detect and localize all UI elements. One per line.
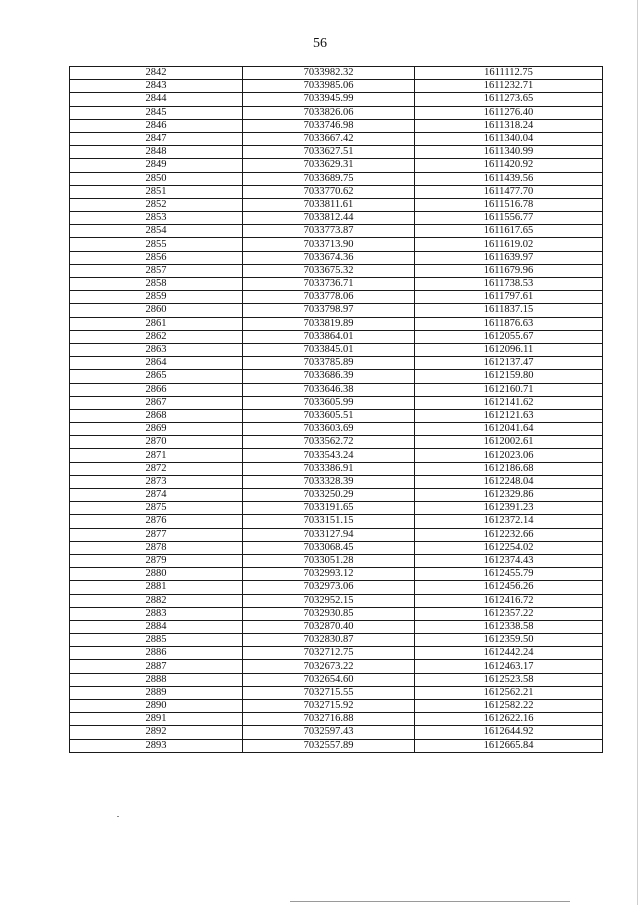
coordinates-table-body bbox=[70, 67, 603, 753]
point-number-cell: 2869 bbox=[70, 423, 243, 436]
x-coordinate-cell: 7033785.89 bbox=[243, 357, 415, 370]
y-coordinate-cell: 1612055.67 bbox=[415, 330, 603, 343]
y-coordinate-cell: 1611679.96 bbox=[415, 264, 603, 277]
point-number-cell: 2872 bbox=[70, 462, 243, 475]
y-coordinate-cell: 1612002.61 bbox=[415, 436, 603, 449]
y-coordinate-cell: 1612455.79 bbox=[415, 568, 603, 581]
table-row bbox=[70, 502, 603, 515]
y-coordinate-cell: 1612456.26 bbox=[415, 581, 603, 594]
bottom-rule bbox=[290, 901, 570, 902]
x-coordinate-cell: 7032716.88 bbox=[243, 713, 415, 726]
x-coordinate-cell: 7032870.40 bbox=[243, 620, 415, 633]
y-coordinate-cell: 1611112.75 bbox=[415, 67, 603, 80]
point-number-cell: 2850 bbox=[70, 172, 243, 185]
y-coordinate-cell: 1612416.72 bbox=[415, 594, 603, 607]
point-number-cell: 2868 bbox=[70, 409, 243, 422]
table-row bbox=[70, 449, 603, 462]
x-coordinate-cell: 7033746.98 bbox=[243, 119, 415, 132]
point-number-cell: 2847 bbox=[70, 132, 243, 145]
table-row bbox=[70, 251, 603, 264]
y-coordinate-cell: 1612096.11 bbox=[415, 343, 603, 356]
point-number-cell: 2848 bbox=[70, 146, 243, 159]
point-number-cell: 2867 bbox=[70, 396, 243, 409]
point-number-cell: 2877 bbox=[70, 528, 243, 541]
table-row bbox=[70, 212, 603, 225]
table-row bbox=[70, 581, 603, 594]
y-coordinate-cell: 1612159.80 bbox=[415, 370, 603, 383]
y-coordinate-cell: 1611340.04 bbox=[415, 132, 603, 145]
point-number-cell: 2887 bbox=[70, 660, 243, 673]
x-coordinate-cell: 7033689.75 bbox=[243, 172, 415, 185]
table-row bbox=[70, 357, 603, 370]
x-coordinate-cell: 7033646.38 bbox=[243, 383, 415, 396]
y-coordinate-cell: 1612232.66 bbox=[415, 528, 603, 541]
y-coordinate-cell: 1611837.15 bbox=[415, 304, 603, 317]
point-number-cell: 2871 bbox=[70, 449, 243, 462]
x-coordinate-cell: 7033127.94 bbox=[243, 528, 415, 541]
table-row bbox=[70, 409, 603, 422]
y-coordinate-cell: 1612357.22 bbox=[415, 607, 603, 620]
y-coordinate-cell: 1611340.99 bbox=[415, 146, 603, 159]
table-row bbox=[70, 238, 603, 251]
point-number-cell: 2861 bbox=[70, 317, 243, 330]
y-coordinate-cell: 1611477.70 bbox=[415, 185, 603, 198]
x-coordinate-cell: 7033603.69 bbox=[243, 423, 415, 436]
x-coordinate-cell: 7032973.06 bbox=[243, 581, 415, 594]
y-coordinate-cell: 1612254.02 bbox=[415, 541, 603, 554]
table-row bbox=[70, 146, 603, 159]
point-number-cell: 2852 bbox=[70, 198, 243, 211]
table-row bbox=[70, 370, 603, 383]
y-coordinate-cell: 1611639.97 bbox=[415, 251, 603, 264]
table-row bbox=[70, 225, 603, 238]
x-coordinate-cell: 7033778.06 bbox=[243, 291, 415, 304]
y-coordinate-cell: 1611516.78 bbox=[415, 198, 603, 211]
point-number-cell: 2875 bbox=[70, 502, 243, 515]
x-coordinate-cell: 7032557.89 bbox=[243, 739, 415, 752]
table-row bbox=[70, 264, 603, 277]
table-row bbox=[70, 462, 603, 475]
y-coordinate-cell: 1612041.64 bbox=[415, 423, 603, 436]
point-number-cell: 2854 bbox=[70, 225, 243, 238]
y-coordinate-cell: 1612665.84 bbox=[415, 739, 603, 752]
y-coordinate-cell: 1612644.92 bbox=[415, 726, 603, 739]
x-coordinate-cell: 7033605.99 bbox=[243, 396, 415, 409]
table-row bbox=[70, 739, 603, 752]
point-number-cell: 2880 bbox=[70, 568, 243, 581]
point-number-cell: 2863 bbox=[70, 343, 243, 356]
y-coordinate-cell: 1612023.06 bbox=[415, 449, 603, 462]
y-coordinate-cell: 1611276.40 bbox=[415, 106, 603, 119]
y-coordinate-cell: 1612186.68 bbox=[415, 462, 603, 475]
x-coordinate-cell: 7033686.39 bbox=[243, 370, 415, 383]
point-number-cell: 2879 bbox=[70, 554, 243, 567]
x-coordinate-cell: 7033864.01 bbox=[243, 330, 415, 343]
x-coordinate-cell: 7033250.29 bbox=[243, 489, 415, 502]
x-coordinate-cell: 7033328.39 bbox=[243, 475, 415, 488]
x-coordinate-cell: 7032930.85 bbox=[243, 607, 415, 620]
x-coordinate-cell: 7032654.60 bbox=[243, 673, 415, 686]
point-number-cell: 2846 bbox=[70, 119, 243, 132]
x-coordinate-cell: 7033151.15 bbox=[243, 515, 415, 528]
point-number-cell: 2886 bbox=[70, 647, 243, 660]
point-number-cell: 2853 bbox=[70, 212, 243, 225]
x-coordinate-cell: 7033543.24 bbox=[243, 449, 415, 462]
table-row bbox=[70, 172, 603, 185]
table-row bbox=[70, 317, 603, 330]
point-number-cell: 2876 bbox=[70, 515, 243, 528]
y-coordinate-cell: 1612248.04 bbox=[415, 475, 603, 488]
y-coordinate-cell: 1612329.86 bbox=[415, 489, 603, 502]
y-coordinate-cell: 1612622.16 bbox=[415, 713, 603, 726]
y-coordinate-cell: 1611797.61 bbox=[415, 291, 603, 304]
x-coordinate-cell: 7032673.22 bbox=[243, 660, 415, 673]
table-row bbox=[70, 396, 603, 409]
y-coordinate-cell: 1611273.65 bbox=[415, 93, 603, 106]
point-number-cell: 2864 bbox=[70, 357, 243, 370]
point-number-cell: 2843 bbox=[70, 80, 243, 93]
x-coordinate-cell: 7033051.28 bbox=[243, 554, 415, 567]
point-number-cell: 2890 bbox=[70, 700, 243, 713]
point-number-cell: 2851 bbox=[70, 185, 243, 198]
point-number-cell: 2866 bbox=[70, 383, 243, 396]
point-number-cell: 2862 bbox=[70, 330, 243, 343]
x-coordinate-cell: 7033826.06 bbox=[243, 106, 415, 119]
y-coordinate-cell: 1611318.24 bbox=[415, 119, 603, 132]
x-coordinate-cell: 7032993.12 bbox=[243, 568, 415, 581]
coordinates-table bbox=[69, 66, 603, 753]
table-row bbox=[70, 159, 603, 172]
table-row bbox=[70, 80, 603, 93]
scan-speck bbox=[117, 816, 119, 817]
x-coordinate-cell: 7032712.75 bbox=[243, 647, 415, 660]
table-row bbox=[70, 686, 603, 699]
y-coordinate-cell: 1612141.62 bbox=[415, 396, 603, 409]
x-coordinate-cell: 7033812.44 bbox=[243, 212, 415, 225]
table-row bbox=[70, 568, 603, 581]
table-row bbox=[70, 594, 603, 607]
x-coordinate-cell: 7032597.43 bbox=[243, 726, 415, 739]
x-coordinate-cell: 7032830.87 bbox=[243, 634, 415, 647]
page-edge bbox=[637, 0, 638, 905]
point-number-cell: 2891 bbox=[70, 713, 243, 726]
point-number-cell: 2883 bbox=[70, 607, 243, 620]
y-coordinate-cell: 1612359.50 bbox=[415, 634, 603, 647]
table-row bbox=[70, 489, 603, 502]
table-row bbox=[70, 106, 603, 119]
table-row bbox=[70, 119, 603, 132]
x-coordinate-cell: 7033605.51 bbox=[243, 409, 415, 422]
table-row bbox=[70, 541, 603, 554]
x-coordinate-cell: 7033845.01 bbox=[243, 343, 415, 356]
x-coordinate-cell: 7033068.45 bbox=[243, 541, 415, 554]
point-number-cell: 2882 bbox=[70, 594, 243, 607]
table-row bbox=[70, 330, 603, 343]
table-row bbox=[70, 647, 603, 660]
point-number-cell: 2858 bbox=[70, 278, 243, 291]
point-number-cell: 2845 bbox=[70, 106, 243, 119]
point-number-cell: 2892 bbox=[70, 726, 243, 739]
x-coordinate-cell: 7033945.99 bbox=[243, 93, 415, 106]
table-row bbox=[70, 278, 603, 291]
x-coordinate-cell: 7032715.55 bbox=[243, 686, 415, 699]
point-number-cell: 2859 bbox=[70, 291, 243, 304]
y-coordinate-cell: 1612582.22 bbox=[415, 700, 603, 713]
y-coordinate-cell: 1612523.58 bbox=[415, 673, 603, 686]
x-coordinate-cell: 7033985.06 bbox=[243, 80, 415, 93]
y-coordinate-cell: 1611619.02 bbox=[415, 238, 603, 251]
point-number-cell: 2885 bbox=[70, 634, 243, 647]
point-number-cell: 2878 bbox=[70, 541, 243, 554]
x-coordinate-cell: 7033675.32 bbox=[243, 264, 415, 277]
point-number-cell: 2884 bbox=[70, 620, 243, 633]
table-row bbox=[70, 726, 603, 739]
x-coordinate-cell: 7033811.61 bbox=[243, 198, 415, 211]
y-coordinate-cell: 1612160.71 bbox=[415, 383, 603, 396]
y-coordinate-cell: 1612374.43 bbox=[415, 554, 603, 567]
x-coordinate-cell: 7033798.97 bbox=[243, 304, 415, 317]
table-row bbox=[70, 383, 603, 396]
y-coordinate-cell: 1611556.77 bbox=[415, 212, 603, 225]
point-number-cell: 2865 bbox=[70, 370, 243, 383]
table-row bbox=[70, 607, 603, 620]
point-number-cell: 2881 bbox=[70, 581, 243, 594]
point-number-cell: 2842 bbox=[70, 67, 243, 80]
y-coordinate-cell: 1612442.24 bbox=[415, 647, 603, 660]
x-coordinate-cell: 7033562.72 bbox=[243, 436, 415, 449]
x-coordinate-cell: 7033627.51 bbox=[243, 146, 415, 159]
table-row bbox=[70, 475, 603, 488]
table-row bbox=[70, 93, 603, 106]
x-coordinate-cell: 7032715.92 bbox=[243, 700, 415, 713]
point-number-cell: 2893 bbox=[70, 739, 243, 752]
y-coordinate-cell: 1611617.65 bbox=[415, 225, 603, 238]
point-number-cell: 2856 bbox=[70, 251, 243, 264]
table-row bbox=[70, 423, 603, 436]
x-coordinate-cell: 7033773.87 bbox=[243, 225, 415, 238]
x-coordinate-cell: 7033629.31 bbox=[243, 159, 415, 172]
point-number-cell: 2870 bbox=[70, 436, 243, 449]
page-number: 56 bbox=[313, 36, 327, 51]
point-number-cell: 2855 bbox=[70, 238, 243, 251]
table-row bbox=[70, 528, 603, 541]
y-coordinate-cell: 1612121.63 bbox=[415, 409, 603, 422]
table-row bbox=[70, 634, 603, 647]
table-row bbox=[70, 291, 603, 304]
x-coordinate-cell: 7033819.89 bbox=[243, 317, 415, 330]
x-coordinate-cell: 7033386.91 bbox=[243, 462, 415, 475]
point-number-cell: 2849 bbox=[70, 159, 243, 172]
point-number-cell: 2844 bbox=[70, 93, 243, 106]
table-row bbox=[70, 67, 603, 80]
table-row bbox=[70, 515, 603, 528]
table-row bbox=[70, 436, 603, 449]
table-row bbox=[70, 343, 603, 356]
y-coordinate-cell: 1611876.63 bbox=[415, 317, 603, 330]
table-row bbox=[70, 198, 603, 211]
point-number-cell: 2889 bbox=[70, 686, 243, 699]
y-coordinate-cell: 1612372.14 bbox=[415, 515, 603, 528]
y-coordinate-cell: 1612137.47 bbox=[415, 357, 603, 370]
x-coordinate-cell: 7033982.32 bbox=[243, 67, 415, 80]
table-row bbox=[70, 660, 603, 673]
point-number-cell: 2888 bbox=[70, 673, 243, 686]
x-coordinate-cell: 7033667.42 bbox=[243, 132, 415, 145]
table-row bbox=[70, 620, 603, 633]
table-row bbox=[70, 554, 603, 567]
x-coordinate-cell: 7033736.71 bbox=[243, 278, 415, 291]
y-coordinate-cell: 1611738.53 bbox=[415, 278, 603, 291]
y-coordinate-cell: 1611439.56 bbox=[415, 172, 603, 185]
y-coordinate-cell: 1611420.92 bbox=[415, 159, 603, 172]
y-coordinate-cell: 1612338.58 bbox=[415, 620, 603, 633]
x-coordinate-cell: 7033674.36 bbox=[243, 251, 415, 264]
x-coordinate-cell: 7032952.15 bbox=[243, 594, 415, 607]
y-coordinate-cell: 1612391.23 bbox=[415, 502, 603, 515]
y-coordinate-cell: 1612562.21 bbox=[415, 686, 603, 699]
x-coordinate-cell: 7033713.90 bbox=[243, 238, 415, 251]
table-row bbox=[70, 304, 603, 317]
table-row bbox=[70, 185, 603, 198]
table-row bbox=[70, 132, 603, 145]
x-coordinate-cell: 7033191.65 bbox=[243, 502, 415, 515]
point-number-cell: 2874 bbox=[70, 489, 243, 502]
table-row bbox=[70, 673, 603, 686]
table-row bbox=[70, 713, 603, 726]
point-number-cell: 2860 bbox=[70, 304, 243, 317]
y-coordinate-cell: 1612463.17 bbox=[415, 660, 603, 673]
y-coordinate-cell: 1611232.71 bbox=[415, 80, 603, 93]
table-row bbox=[70, 700, 603, 713]
point-number-cell: 2873 bbox=[70, 475, 243, 488]
x-coordinate-cell: 7033770.62 bbox=[243, 185, 415, 198]
point-number-cell: 2857 bbox=[70, 264, 243, 277]
